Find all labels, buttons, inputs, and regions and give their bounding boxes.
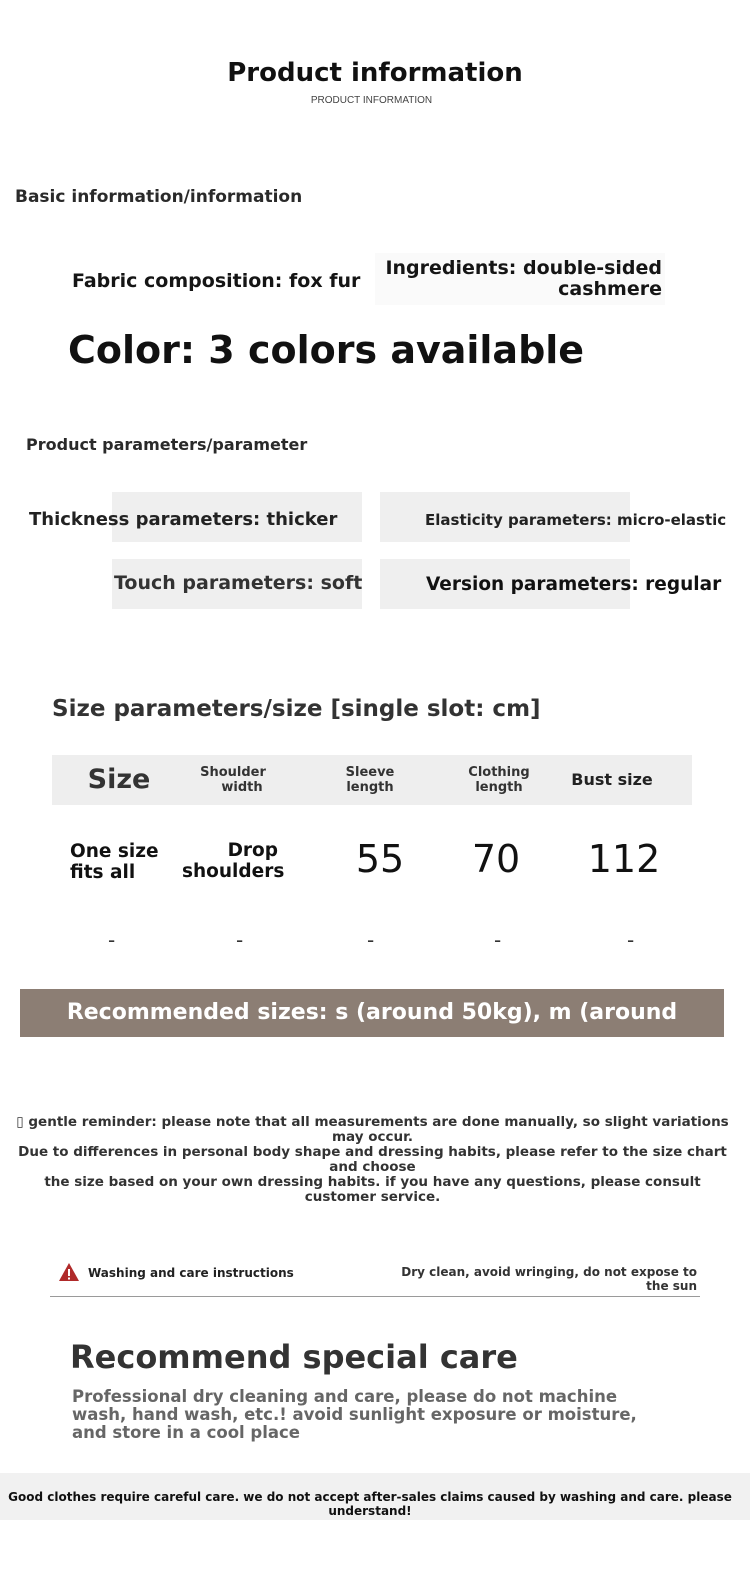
basic-info-heading: Basic information/information xyxy=(15,187,303,207)
page-subtitle: PRODUCT INFORMATION xyxy=(310,95,433,106)
header-size: Size xyxy=(87,764,151,795)
divider xyxy=(50,1296,700,1297)
header-shoulder: Shoulder width xyxy=(200,765,266,795)
washing-label: Washing and care instructions xyxy=(88,1266,294,1280)
size-table-header xyxy=(52,755,692,805)
footer-notice: Good clothes require careful care. we do not accept after-sales claims caused by washing and care. please understand! xyxy=(8,1490,732,1518)
ingredients xyxy=(375,258,662,300)
empty-cell-sleeve: - xyxy=(367,928,375,952)
empty-cell-bust: - xyxy=(627,928,635,952)
row-sleeve: 55 xyxy=(355,837,405,881)
empty-cell-size: - xyxy=(108,928,116,952)
product-params-heading: Product parameters/parameter xyxy=(26,435,308,454)
row-bust: 112 xyxy=(587,837,661,881)
warning-icon xyxy=(58,1262,80,1286)
header-clothing: Clothing length xyxy=(468,765,530,795)
recommended-sizes-banner: Recommended sizes: s (around 50kg), m (around 62.5kg) xyxy=(20,989,724,1037)
ingredients-line-1: Ingredients: double-sided xyxy=(385,257,662,279)
empty-cell-clothing: - xyxy=(494,928,502,952)
ingredients-line-2: cashmere xyxy=(558,278,662,300)
special-care-title: Recommend special care xyxy=(70,1338,518,1376)
size-table-heading: Size parameters/size [single slot: cm] xyxy=(52,696,541,722)
thickness-param: Thickness parameters: thicker xyxy=(29,509,338,530)
header-bust: Bust size xyxy=(571,770,653,789)
version-param: Version parameters: regular xyxy=(426,574,722,595)
gentle-reminder: ▯ gentle reminder: please note that all measurements are done manually, so slight variations may occur. Due to differences in personal body shape and dressing habits, please refer to the size chart and choose the size based on your own dressing habits. if you have any questions, please consult customer service. xyxy=(16,1114,729,1205)
row-shoulder: Drop shoulders xyxy=(182,840,285,882)
washing-instruction: Dry clean, avoid wringing, do not expose to the sun xyxy=(401,1265,697,1293)
page-title: Product information xyxy=(227,58,523,88)
empty-cell-shoulder: - xyxy=(236,928,244,952)
row-size: One size fits all xyxy=(70,841,159,883)
fabric-composition: Fabric composition: fox fur xyxy=(72,270,361,292)
header-sleeve: Sleeve length xyxy=(345,765,395,795)
elasticity-param: Elasticity parameters: micro-elastic xyxy=(425,511,727,529)
touch-param: Touch parameters: soft xyxy=(114,572,363,594)
row-clothing: 70 xyxy=(471,837,521,881)
color-availability: Color: 3 colors available xyxy=(68,328,585,372)
special-care-description: Professional dry cleaning and care, please do not machine wash, hand wash, etc.! avoid sunlight exposure or moisture, and store in a cool place xyxy=(72,1387,637,1442)
